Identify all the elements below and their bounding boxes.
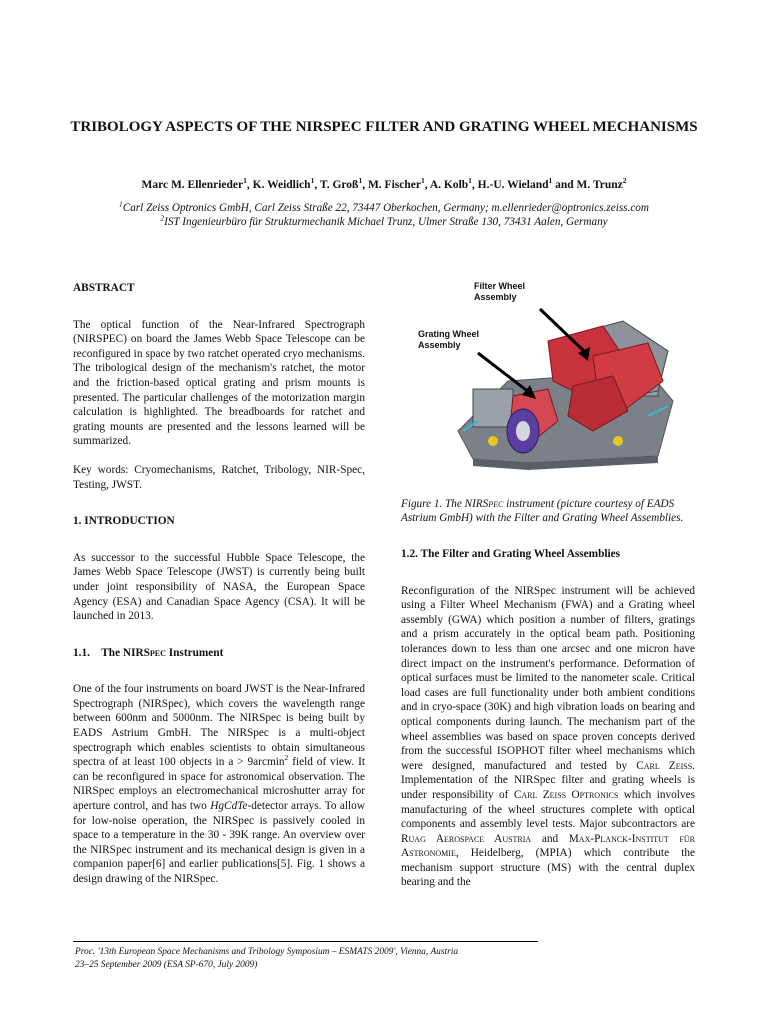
affil-mark: 1: [310, 176, 315, 186]
text-run: which involves manufacturing of the wheel structures complete with optical components and assembly level tests. Major subcontractors are: [401, 788, 695, 831]
author-list: Marc M. Ellenrieder$^1$, K. Weidlich$^1$, T. Groß$^1$, M. Fischer$^1$, A. Kolb$^1$, H.-U. Wieland$^1$ and M. Trunz$^2$: [141, 176, 627, 191]
connector-accent: [488, 436, 498, 446]
caption-text: Figure 1. The: [401, 498, 465, 510]
text-run: One of the four instruments on board JWST is the Near-Infrared Spectrograph (: [73, 683, 365, 710]
text-run: is being built by EADS Astrium GmbH. The: [73, 712, 365, 740]
org-name: Ruag Aerospace Austria: [401, 832, 532, 845]
abstract-heading: ABSTRACT: [73, 282, 135, 294]
nirspec-name: NIRSpec: [227, 727, 269, 740]
section-1-text: As successor to the successful Hubble Space Telescope, the James Webb Space Telescope (JWST) is currently being built under joint responsibility of NASA, the European Space Agency (ESA) and Canadian Space Agency (CSA). It will be launched in 2013.: [73, 551, 365, 623]
text-run: is a multi-object spectrograph which enables scientists to obtain simultaneous spectra of at least 100 objects in a > 9arcmin: [73, 727, 365, 769]
nirspec-name: NIRSpec: [239, 712, 282, 725]
footer-line: 23–25 September 2009 (ESA SP-670, July 2009): [75, 960, 258, 970]
conjunction: and: [555, 179, 574, 191]
text-run: ), which covers the wavelength range between 600nm and 5000nm. The: [73, 697, 365, 725]
section-1-2-heading: 1.2. The Filter and Grating Wheel Assemblies: [401, 548, 621, 560]
connector-accent: [613, 436, 623, 446]
label-line: Assembly: [418, 340, 461, 350]
text-run: field of view. It can be reconfigured in space for astronomical observation. The: [73, 756, 365, 783]
proceedings-footer: [75, 946, 575, 972]
affil-mark: 1: [420, 176, 425, 186]
author: T. Groß: [319, 179, 359, 191]
org-name: Carl Zeiss: [636, 759, 693, 772]
nirspec-name: NIRSpec: [90, 843, 132, 856]
section-1-1-heading: [73, 646, 365, 661]
abstract-text: The optical function of the Near-Infrared Spectrograph (NIRSPEC) on board the James Webb Space Telescope can be reconfigured in space by two ratchet operated cryo mechanisms. The tribological design of the mechanism's ratchet, the motor and the friction-based optical grating and prism mounts is presented. The particular challenges of the motorization margin calculation is highlighted. The breadboards for ratchet and grating mounts are presented and the lessons learned will be summarized.: [73, 318, 365, 448]
keywords: Key words: Cryomechanisms, Ratchet, Tribology, NIR-Spec, Testing, JWST.: [73, 463, 365, 491]
affiliation-text: IST Ingenieurbüro für Strukturmechanik Michael Trunz, Ulmer Straße 130, 73431 Aalen, Germany: [164, 216, 608, 228]
section-1-heading: 1. INTRODUCTION: [73, 515, 175, 528]
left-column: [73, 281, 365, 887]
affil-mark: 1: [119, 199, 123, 209]
detector-name: HgCdTe: [210, 800, 248, 813]
author: K. Weidlich: [252, 179, 311, 191]
org-name: Max-Planck-Institut für Astronomie: [401, 832, 695, 860]
affil-mark: 2: [160, 213, 165, 223]
affiliation-1: [30, 201, 738, 215]
affil-mark: 1: [548, 176, 553, 186]
org-name: Carl Zeiss Optronics: [513, 788, 619, 801]
wheel-hub: [516, 421, 530, 441]
superscript: 2: [284, 753, 289, 763]
affiliation-2: [30, 215, 738, 229]
label-line: Assembly: [474, 292, 517, 302]
author: M. Trunz: [576, 179, 623, 191]
nirspec-name: NIRSpec: [73, 785, 115, 798]
right-column: [401, 281, 695, 890]
text-run: -detector arrays. To allow for low-noise operation, the: [73, 800, 365, 827]
section-1-2-text: [401, 584, 695, 890]
affil-mark: 1: [243, 176, 247, 186]
heading-text: Instrument: [165, 646, 224, 659]
author: A. Kolb: [429, 179, 469, 191]
author: H.-U. Wieland: [477, 179, 549, 191]
heading-text: Spec: [143, 646, 166, 659]
label-line: Filter Wheel: [474, 281, 526, 291]
section-1-1-text: [73, 682, 365, 886]
nirspec-name: NIRSpec: [464, 498, 504, 510]
label-line: Grating Wheel: [418, 329, 480, 339]
affil-mark: 1: [358, 176, 363, 186]
text-run: .: [215, 873, 219, 885]
affil-mark: 1: [468, 176, 472, 186]
text-run: is passively cooled in space to a temperature in the 30 - 39K range. An overview over the: [73, 814, 366, 856]
label-filter-wheel: [474, 281, 525, 303]
structure-block: [473, 389, 513, 427]
label-grating-wheel: [418, 329, 479, 351]
text-run: , Heidelberg, (MPIA) which contribute the mechanism support structure (MS) with the central duplex bearing and the: [401, 847, 695, 889]
text-run: Reconfiguration of the NIRSpec instrument will be achieved using a Filter Wheel Mechanism (FWA) and a Grating wheel assembly (GWA) which position a number of filters, gratings and a prism accurately in the optical beam path. Positioning tolerances down to less than one arcsec and one micron have direct impact on the instrument's performance. Deformation of optical surfaces must be limited to the nanometer scale. Critical load cases are full functionality under both ambient conditions and in cryo-space (30K) and high vibration loads on bearing and optical components during launch. The mechanism part of the wheel assemblies was based on space proven concepts derived from the successful ISOPHOT filter wheel mechanisms which were designed, manufactured and tested by: [401, 584, 695, 772]
footer-line: Proc. '13th European Space Mechanisms and Tribology Symposium – ESMATS 2009', Vienna, Austria: [75, 947, 459, 957]
author: M. Fischer: [367, 179, 421, 191]
nirspec-name: NIRSpec: [174, 873, 216, 885]
paper-title: TRIBOLOGY ASPECTS OF THE NIRSPEC FILTER AND GRATING WHEEL MECHANISMS: [70, 119, 698, 135]
figure-1: [418, 281, 678, 471]
figure-1-caption: [401, 497, 695, 525]
author: Marc M. Ellenrieder: [141, 179, 244, 191]
affiliation-text: Carl Zeiss Optronics GmbH, Carl Zeiss Straße 22, 73447 Oberkochen, Germany; m.ellenrieder@optronics.zeiss.com: [122, 202, 649, 214]
text-run: . Implementation of the NIRSpec filter and grating wheels is under responsibility of: [401, 759, 695, 801]
nirspec-instrument-illustration: [418, 281, 678, 471]
nirspec-name: NIRSpec: [142, 697, 184, 710]
text-run: instrument and its mechanical design is given in a companion paper[6] and earlier publications[5]. Fig. 1 shows a design drawing of the: [73, 843, 365, 885]
text-run: and: [531, 832, 569, 845]
nirspec-name: NIRSpec: [212, 814, 254, 827]
footer-divider: [73, 941, 538, 942]
caption-text: instrument (picture courtesy of EADS Astrium GmbH) with the Filter and Grating Wheel Assemblies.: [401, 498, 684, 524]
affiliations: [30, 201, 738, 229]
text-run: employs an electromechanical microshutter array for aperture control, and has two: [73, 785, 365, 813]
heading-number: 1.1.: [73, 646, 90, 659]
affil-mark: 2: [622, 176, 627, 186]
heading-text: The NIR: [101, 646, 144, 659]
